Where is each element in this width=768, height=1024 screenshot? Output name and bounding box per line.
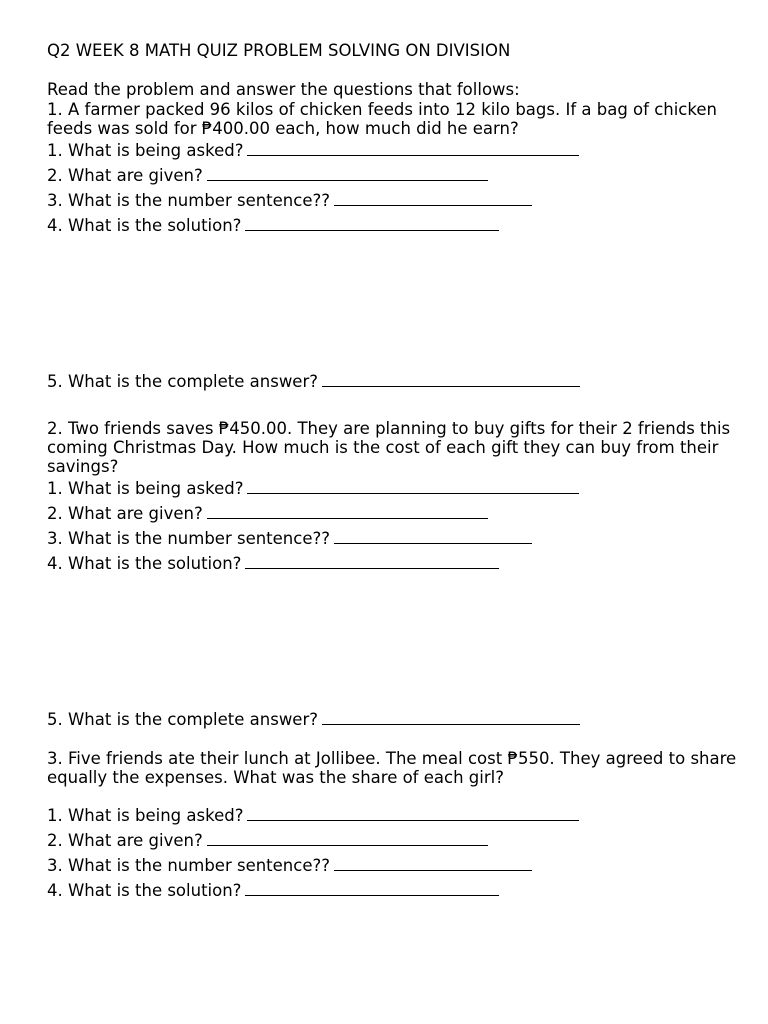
problem-2 xyxy=(47,419,737,576)
question-label: 3. What is the number sentence?? xyxy=(47,856,330,875)
question-label: 4. What is the solution? xyxy=(47,554,242,573)
question-label: 1. What is being asked? xyxy=(47,806,244,825)
question-label: 2. What are given? xyxy=(47,166,203,185)
answer-blank[interactable] xyxy=(247,479,579,494)
answer-blank[interactable] xyxy=(207,504,488,519)
question-label: 5. What is the complete answer? xyxy=(47,372,319,391)
question-asked xyxy=(47,476,737,501)
question-label: 3. What is the number sentence?? xyxy=(47,529,330,548)
problem-text: 3. Five friends ate their lunch at Jollibee. The meal cost ₱550. They agreed to share equally the expenses. What was the share of each girl? xyxy=(47,749,737,787)
answer-blank[interactable] xyxy=(247,141,579,156)
question-given xyxy=(47,828,737,853)
question-given xyxy=(47,163,737,188)
question-number-sentence xyxy=(47,526,737,551)
question-complete-answer xyxy=(47,372,580,392)
answer-blank[interactable] xyxy=(334,529,532,544)
answer-blank[interactable] xyxy=(245,554,499,569)
quiz-page xyxy=(47,0,737,1024)
problem-text: 2. Two friends saves ₱450.00. They are planning to buy gifts for their 2 friends this coming Christmas Day. How much is the cost of each gift they can buy from their savings? xyxy=(47,419,731,476)
question-label: 2. What are given? xyxy=(47,831,203,850)
question-label: 4. What is the solution? xyxy=(47,881,242,900)
question-label: 3. What is the number sentence?? xyxy=(47,191,330,210)
question-label: 1. What is being asked? xyxy=(47,141,244,160)
answer-blank[interactable] xyxy=(322,372,580,387)
question-complete-answer xyxy=(47,710,580,730)
problem-1 xyxy=(47,100,737,238)
question-label: 5. What is the complete answer? xyxy=(47,710,319,729)
question-label: 1. What is being asked? xyxy=(47,479,244,498)
question-asked xyxy=(47,138,737,163)
page-title: Q2 WEEK 8 MATH QUIZ PROBLEM SOLVING ON DIVISION xyxy=(47,41,511,60)
question-number-sentence xyxy=(47,188,737,213)
question-asked xyxy=(47,803,737,828)
question-number-sentence xyxy=(47,853,737,878)
problem-3 xyxy=(47,749,737,903)
question-solution xyxy=(47,878,737,903)
answer-blank[interactable] xyxy=(245,881,499,896)
answer-blank[interactable] xyxy=(334,191,532,206)
question-list xyxy=(47,803,737,903)
answer-blank[interactable] xyxy=(334,856,532,871)
question-given xyxy=(47,501,737,526)
question-list xyxy=(47,476,737,576)
question-label: 2. What are given? xyxy=(47,504,203,523)
answer-blank[interactable] xyxy=(247,806,579,821)
question-list xyxy=(47,138,737,238)
question-solution xyxy=(47,213,737,238)
question-label: 4. What is the solution? xyxy=(47,216,242,235)
answer-blank[interactable] xyxy=(245,216,499,231)
instructions: Read the problem and answer the questions that follows: xyxy=(47,80,520,99)
question-solution xyxy=(47,551,737,576)
answer-blank[interactable] xyxy=(322,710,580,725)
answer-blank[interactable] xyxy=(207,166,488,181)
answer-blank[interactable] xyxy=(207,831,488,846)
problem-text: 1. A farmer packed 96 kilos of chicken feeds into 12 kilo bags. If a bag of chicken feeds was sold for ₱400.00 each, how much did he earn? xyxy=(47,100,717,138)
